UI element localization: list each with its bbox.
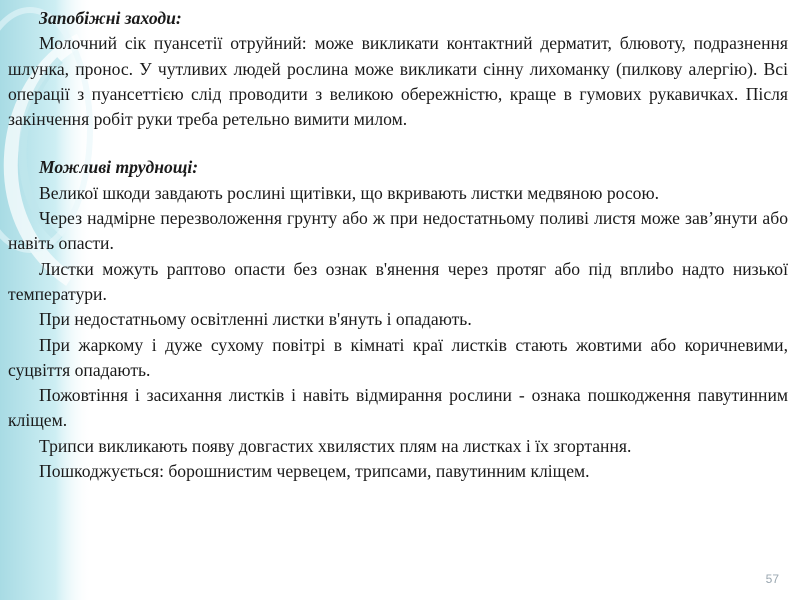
- section-title-difficulties: Можливі труднощі:: [39, 157, 199, 178]
- section-gap: [8, 132, 788, 155]
- paragraph-difficulty: При жаркому і дуже сухому повітрі в кімнаті краї листків стають жовтими або коричневими, суцвіття опадають.: [8, 334, 788, 380]
- paragraph-difficulty: Пожовтіння і засихання листків і навіть відмирання рослини - ознака пошкодження павутинним кліщем.: [8, 385, 788, 431]
- paragraph-difficulty: Пошкоджується: борошнистим червецем, трипсами, павутинним кліщем.: [39, 461, 590, 482]
- section-title-precautions: Запобіжні заходи:: [39, 8, 182, 28]
- page-number: 57: [765, 572, 779, 586]
- paragraph-difficulty: Трипси викликають появу довгастих хвилястих плям на листках і їх згортання.: [39, 435, 632, 456]
- paragraph-difficulty: Великої шкоди завдають рослині щитівки, що вкривають листки медвяною росою.: [39, 182, 660, 203]
- paragraph-difficulty: Листки можуть раптово опасти без ознак в'янення через протяг або під вплиbо надто низької температури.: [8, 258, 788, 304]
- paragraph-precautions: Молочний сік пуансетії отруйний: може викликати контактний дерматит, блювоту, подразнення шлунка, пронос. У чутливих людей рослина може викликати сінну лихоманку (пилкову алергію). Всі операції з пуансеттією слід проводити з великою обережністю, краще в гумових рукавичках. Після закінчення робіт руки треба ретельно вимити милом.: [8, 33, 788, 130]
- paragraph-difficulty: При недостатньому освітленні листки в'януть і опадають.: [39, 309, 472, 330]
- paragraph-difficulty: Через надмірне перезволоження грунту або ж при недостатньому поливі листя може зав’янути або навіть опасти.: [8, 208, 788, 254]
- slide-body: [8, 6, 788, 484]
